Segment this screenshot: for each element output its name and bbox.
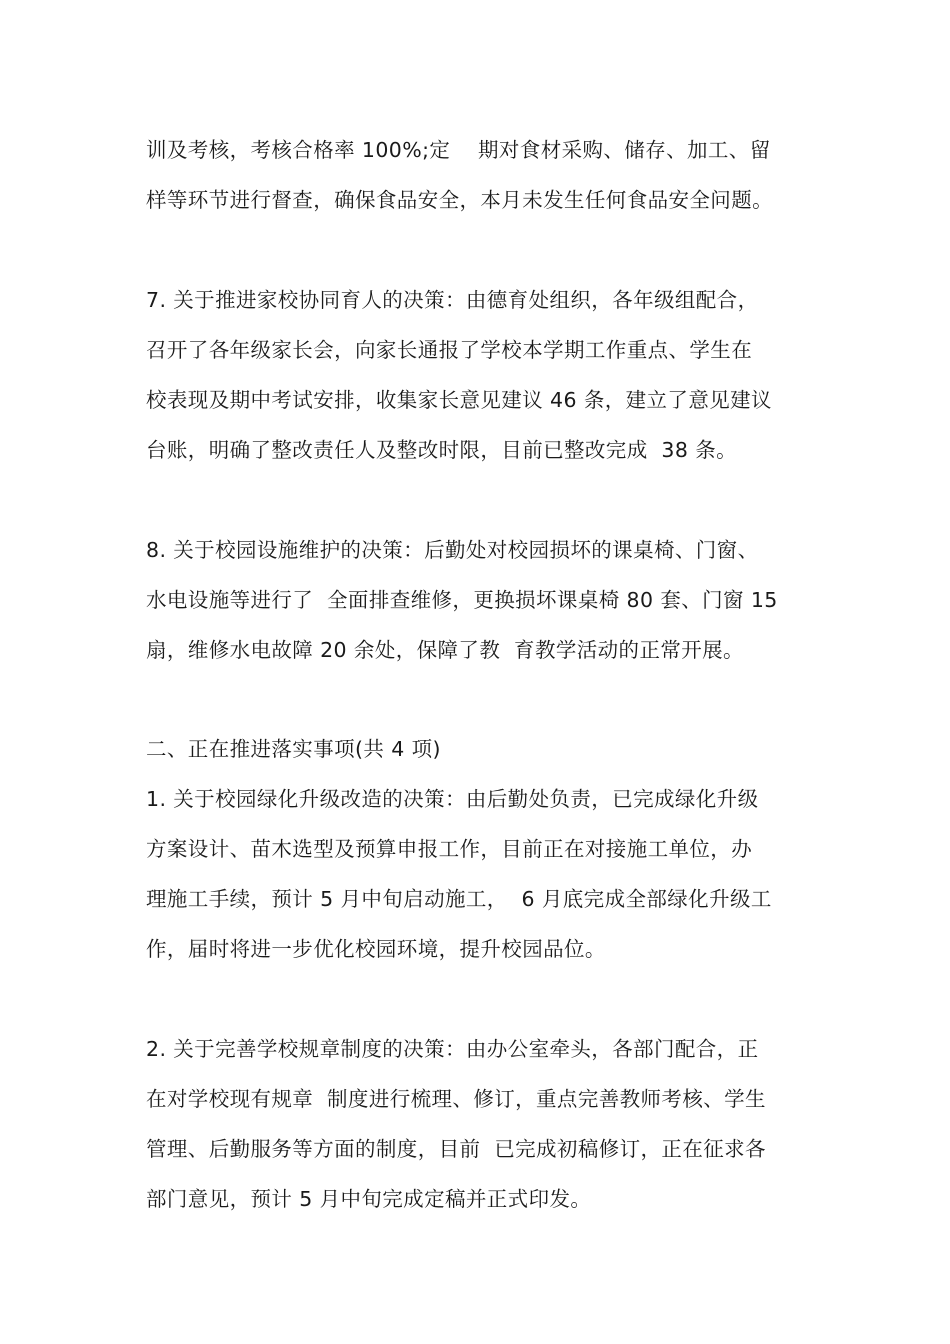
text-line: 8. 关于校园设施维护的决策：后勤处对校园损坏的课桌椅、门窗、	[146, 538, 759, 562]
text-line: 样等环节进行督查，确保食品安全，本月未发生任何食品安全问题。	[146, 188, 773, 212]
text-line: 台账，明确了整改责任人及整改时限，目前已整改完成 38 条。	[146, 438, 738, 462]
text-line: 2. 关于完善学校规章制度的决策：由办公室牵头，各部门配合，正	[146, 1037, 759, 1061]
text-line: 扇，维修水电故障 20 余处，保障了教 育教学活动的正常开展。	[146, 638, 744, 662]
text-line: 作，届时将进一步优化校园环境，提升校园品位。	[146, 937, 606, 961]
text-line: 部门意见，预计 5 月中旬完成定稿并正式印发。	[146, 1187, 592, 1211]
text-line: 训及考核，考核合格率 100%;定 期对食材采购、储存、加工、留	[146, 138, 771, 162]
text-line: 在对学校现有规章 制度进行梳理、修订，重点完善教师考核、学生	[146, 1087, 766, 1111]
text-line: 水电设施等进行了 全面排查维修，更换损坏课桌椅 80 套、门窗 15	[146, 588, 778, 612]
text-line: 方案设计、苗木选型及预算申报工作，目前正在对接施工单位，办	[146, 837, 753, 861]
text-line: 理施工手续，预计 5 月中旬启动施工， 6 月底完成全部绿化升级工	[146, 887, 772, 911]
text-line: 7. 关于推进家校协同育人的决策：由德育处组织，各年级组配合，	[146, 288, 759, 312]
section-heading: 二、正在推进落实事项(共 4 项)	[146, 737, 441, 761]
text-line: 召开了各年级家长会，向家长通报了学校本学期工作重点、学生在	[146, 338, 753, 362]
text-line: 1. 关于校园绿化升级改造的决策：由后勤处负责，已完成绿化升级	[146, 787, 759, 811]
text-line: 管理、后勤服务等方面的制度，目前 已完成初稿修订，正在征求各	[146, 1137, 766, 1161]
text-line: 校表现及期中考试安排，收集家长意见建议 46 条，建立了意见建议	[146, 388, 772, 412]
